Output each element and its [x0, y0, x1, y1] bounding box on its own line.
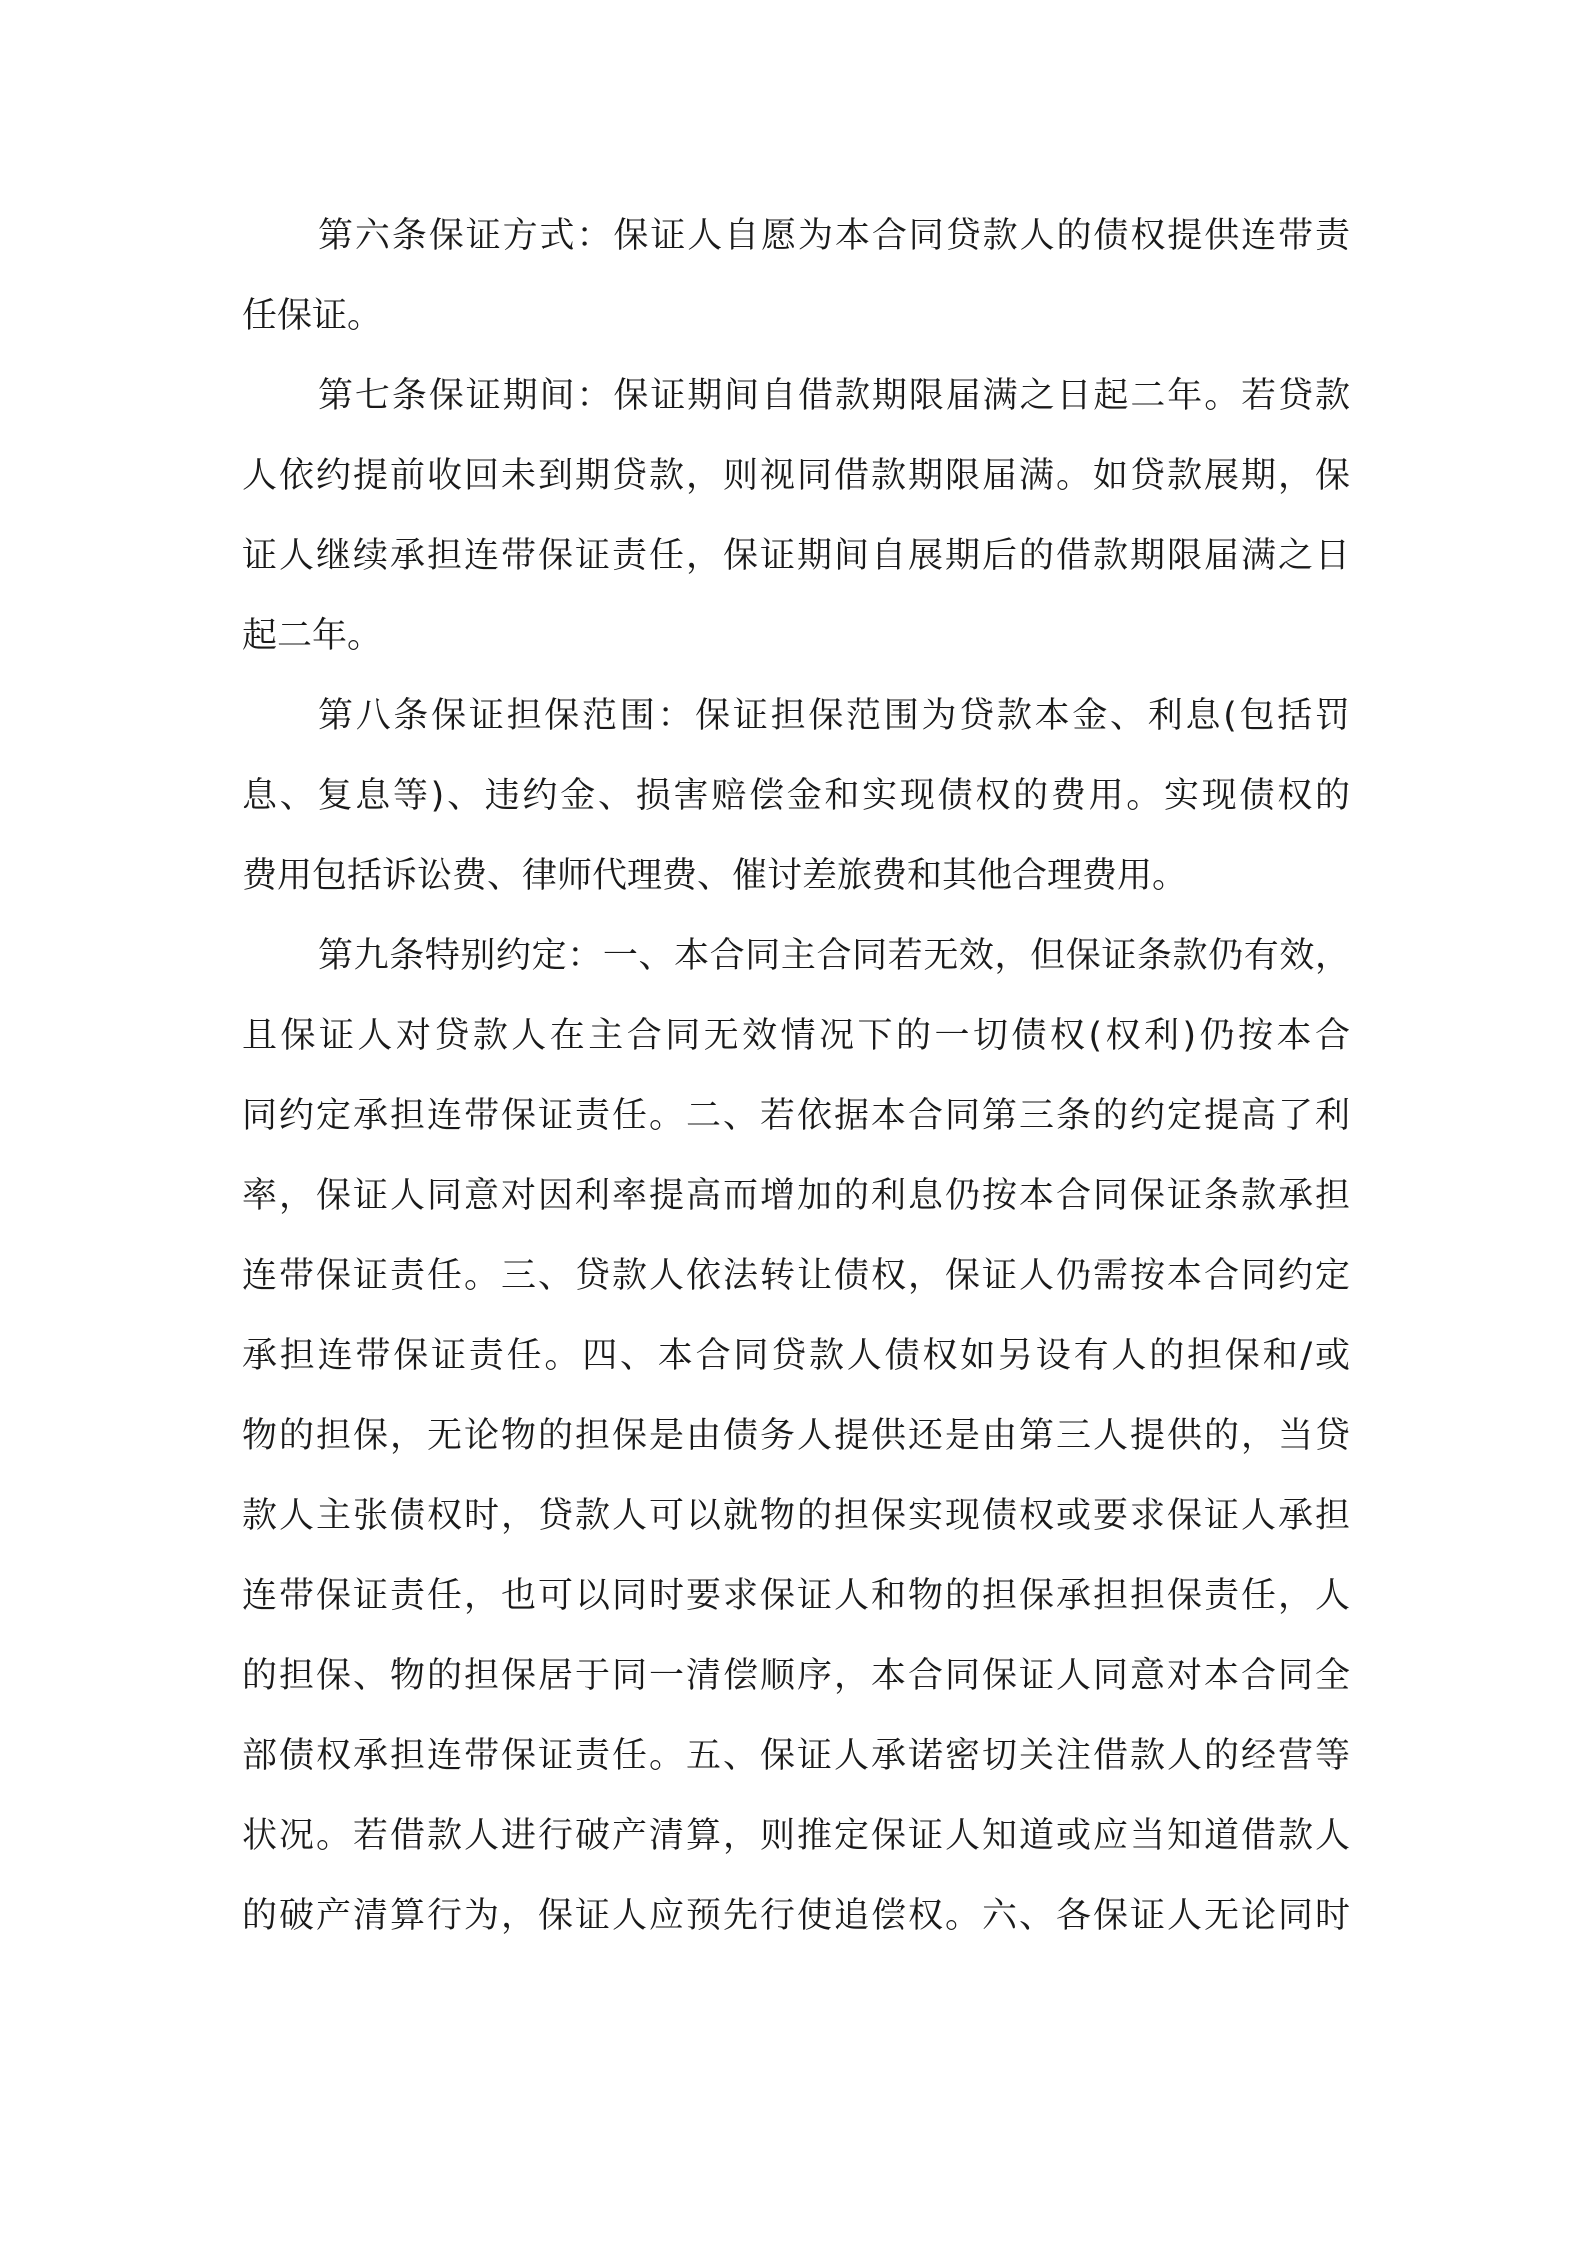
- article-8-line-2: 息、复息等)、违约金、损害赔偿金和实现债权的费用。实现债权的: [242, 776, 1350, 816]
- article-8-line-1: 第八条保证担保范围：保证担保范围为贷款本金、利息(包括罚: [318, 696, 1350, 736]
- article-7-line-2: 人依约提前收回未到期贷款，则视同借款期限届满。如贷款展期，保: [242, 456, 1350, 496]
- article-6-line-2: 任保证。: [242, 296, 383, 336]
- article-9-line-7: 物的担保，无论物的担保是由债务人提供还是由第三人提供的，当贷: [242, 1416, 1350, 1456]
- article-7-line-4: 起二年。: [242, 616, 383, 656]
- article-9-line-6: 承担连带保证责任。四、本合同贷款人债权如另设有人的担保和/或: [242, 1336, 1350, 1376]
- article-9-line-9: 连带保证责任，也可以同时要求保证人和物的担保承担担保责任，人: [242, 1576, 1350, 1616]
- article-9-line-11: 部债权承担连带保证责任。五、保证人承诺密切关注借款人的经营等: [242, 1736, 1350, 1776]
- article-8-line-3: 费用包括诉讼费、律师代理费、催讨差旅费和其他合理费用。: [242, 856, 1188, 896]
- article-9-line-10: 的担保、物的担保居于同一清偿顺序，本合同保证人同意对本合同全: [242, 1656, 1350, 1696]
- article-9-line-3: 同约定承担连带保证责任。二、若依据本合同第三条的约定提高了利: [242, 1096, 1350, 1136]
- article-6-line-1: 第六条保证方式：保证人自愿为本合同贷款人的债权提供连带责: [318, 216, 1350, 256]
- article-9-line-8: 款人主张债权时，贷款人可以就物的担保实现债权或要求保证人承担: [242, 1496, 1350, 1536]
- article-9-line-13: 的破产清算行为，保证人应预先行使追偿权。六、各保证人无论同时: [242, 1896, 1350, 1936]
- article-9-line-4: 率，保证人同意对因利率提高而增加的利息仍按本合同保证条款承担: [242, 1176, 1350, 1216]
- article-9-line-2: 且保证人对贷款人在主合同无效情况下的一切债权(权利)仍按本合: [242, 1016, 1350, 1056]
- article-9-line-12: 状况。若借款人进行破产清算，则推定保证人知道或应当知道借款人: [242, 1816, 1350, 1856]
- article-7-line-1: 第七条保证期间：保证期间自借款期限届满之日起二年。若贷款: [318, 376, 1350, 416]
- article-7-line-3: 证人继续承担连带保证责任，保证期间自展期后的借款期限届满之日: [242, 536, 1350, 576]
- article-9-line-5: 连带保证责任。三、贷款人依法转让债权，保证人仍需按本合同约定: [242, 1256, 1350, 1296]
- article-9-line-1: 第九条特别约定：一、本合同主合同若无效，但保证条款仍有效，: [318, 936, 1350, 976]
